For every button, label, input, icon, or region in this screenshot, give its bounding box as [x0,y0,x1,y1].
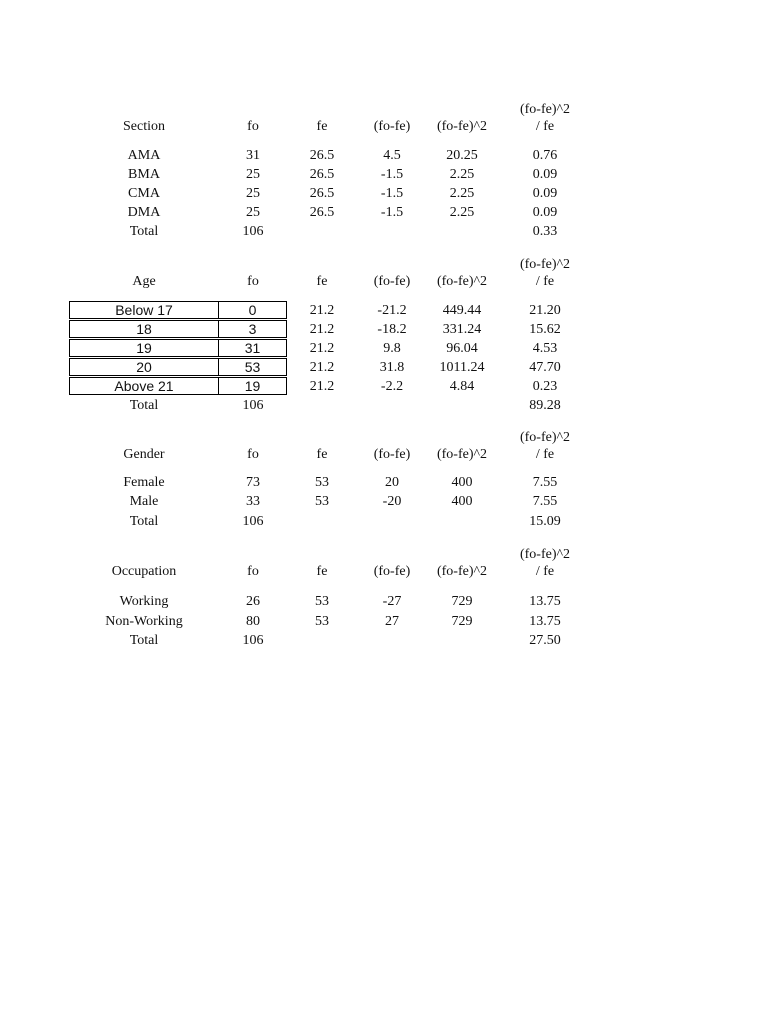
fe-value: 21.2 [309,360,335,375]
fe-value: 26.5 [309,167,335,182]
chi-value: 21.20 [529,303,561,318]
diff-value: 31.8 [379,360,405,375]
diff-sq-value: 400 [451,494,473,509]
section-header-diff-sq: (fo-fe)^2 [436,119,488,134]
table-row [69,358,287,376]
fo-value: 31 [244,340,261,356]
age-header-age: Age [132,274,156,289]
fo-value: 106 [242,514,264,529]
section-header-chi-bottom: / fe [535,119,555,134]
diff-value: -20 [382,494,402,509]
row-label: BMA [128,167,160,182]
row-label: Total [129,224,159,239]
fo-value: 106 [242,224,264,239]
chi-value: 47.70 [529,360,561,375]
row-label: DMA [127,205,161,220]
fo-value: 25 [246,186,260,201]
chi-value: 27.50 [529,633,561,648]
chi-value: 13.75 [529,594,561,609]
chi-value: 7.55 [532,475,558,490]
fe-value: 53 [315,614,329,629]
diff-sq-value: 2.25 [449,186,475,201]
diff-value: -1.5 [380,205,404,220]
table-row [69,339,287,357]
gender-header-fo: fo [247,447,259,462]
row-label: Total [129,398,159,413]
chi-value: 0.09 [532,205,558,220]
age-header-fe: fe [316,274,328,289]
diff-sq-value: 20.25 [446,148,478,163]
diff-value: -1.5 [380,167,404,182]
row-label: Total [129,633,159,648]
diff-sq-value: 729 [451,594,473,609]
occupation-header-diff-sq: (fo-fe)^2 [436,564,488,579]
section-header-diff: (fo-fe) [373,119,411,134]
diff-value: 27 [385,614,399,629]
fo-value: 33 [246,494,260,509]
fe-value: 21.2 [309,341,335,356]
occupation-header-chi-bottom: / fe [535,564,555,579]
diff-sq-value: 2.25 [449,205,475,220]
chi-value: 4.53 [532,341,558,356]
age-header-diff-sq: (fo-fe)^2 [436,274,488,289]
fo-value: 106 [242,633,264,648]
age-header-fo: fo [247,274,259,289]
row-label: 19 [70,340,219,356]
fo-value: 31 [246,148,260,163]
fo-value: 106 [242,398,264,413]
section-header-fo: fo [247,119,259,134]
row-label: 20 [70,359,219,375]
age-header-chi-top: (fo-fe)^2 [519,257,571,272]
fo-value: 80 [246,614,260,629]
gender-header-chi-bottom: / fe [535,447,555,462]
occupation-header-occupation: Occupation [111,564,177,579]
diff-sq-value: 400 [451,475,473,490]
diff-sq-value: 1011.24 [439,360,485,375]
chi-value: 89.28 [529,398,561,413]
occupation-header-fe: fe [316,564,328,579]
gender-header-diff-sq: (fo-fe)^2 [436,447,488,462]
fo-value: 73 [246,475,260,490]
diff-value: -21.2 [377,303,407,318]
row-label: Above 21 [70,378,219,394]
gender-header-diff: (fo-fe) [373,447,411,462]
fo-value: 3 [248,321,257,337]
section-header-section: Section [123,119,165,134]
diff-sq-value: 449.44 [442,303,482,318]
fe-value: 53 [315,494,329,509]
fe-value: 21.2 [309,322,335,337]
section-header-fe: fe [316,119,328,134]
age-header-diff: (fo-fe) [373,274,411,289]
fe-value: 53 [315,594,329,609]
chi-value: 13.75 [529,614,561,629]
age-header-chi-bottom: / fe [535,274,555,289]
row-label: 18 [70,321,219,337]
row-label: Working [119,594,169,609]
chi-value: 7.55 [532,494,558,509]
chi-value: 0.09 [532,186,558,201]
chi-value: 0.76 [532,148,558,163]
fo-value: 0 [248,302,257,318]
table-row [69,320,287,338]
chi-value: 15.62 [529,322,561,337]
row-label: CMA [128,186,160,201]
diff-value: -2.2 [380,379,404,394]
diff-sq-value: 2.25 [449,167,475,182]
chi-value: 15.09 [529,514,561,529]
row-label: Below 17 [70,302,219,318]
table-row [69,301,287,319]
diff-sq-value: 331.24 [442,322,482,337]
fo-value: 25 [246,205,260,220]
fe-value: 26.5 [309,148,335,163]
diff-sq-value: 4.84 [449,379,475,394]
row-label: Non-Working [105,614,183,629]
row-label: Female [123,475,165,490]
diff-value: 9.8 [383,341,401,356]
occupation-header-fo: fo [247,564,259,579]
table-row [69,377,287,395]
diff-sq-value: 96.04 [446,341,478,356]
gender-header-chi-top: (fo-fe)^2 [519,430,571,445]
gender-header-fe: fe [316,447,328,462]
diff-sq-value: 729 [451,614,473,629]
fe-value: 21.2 [309,303,335,318]
diff-value: -27 [382,594,402,609]
fo-value: 53 [244,359,261,375]
chi-value: 0.33 [532,224,558,239]
gender-header-gender: Gender [123,447,165,462]
occupation-header-diff: (fo-fe) [373,564,411,579]
fo-value: 25 [246,167,260,182]
chi-value: 0.23 [532,379,558,394]
chi-value: 0.09 [532,167,558,182]
row-label: Male [129,494,159,509]
fo-value: 19 [244,378,261,394]
diff-value: -18.2 [377,322,407,337]
occupation-header-chi-top: (fo-fe)^2 [519,547,571,562]
fo-value: 26 [246,594,260,609]
row-label: AMA [127,148,161,163]
fe-value: 53 [315,475,329,490]
diff-value: 20 [385,475,399,490]
fe-value: 26.5 [309,205,335,220]
fe-value: 21.2 [309,379,335,394]
diff-value: -1.5 [380,186,404,201]
section-header-chi-top: (fo-fe)^2 [519,102,571,117]
row-label: Total [129,514,159,529]
diff-value: 4.5 [383,148,401,163]
fe-value: 26.5 [309,186,335,201]
